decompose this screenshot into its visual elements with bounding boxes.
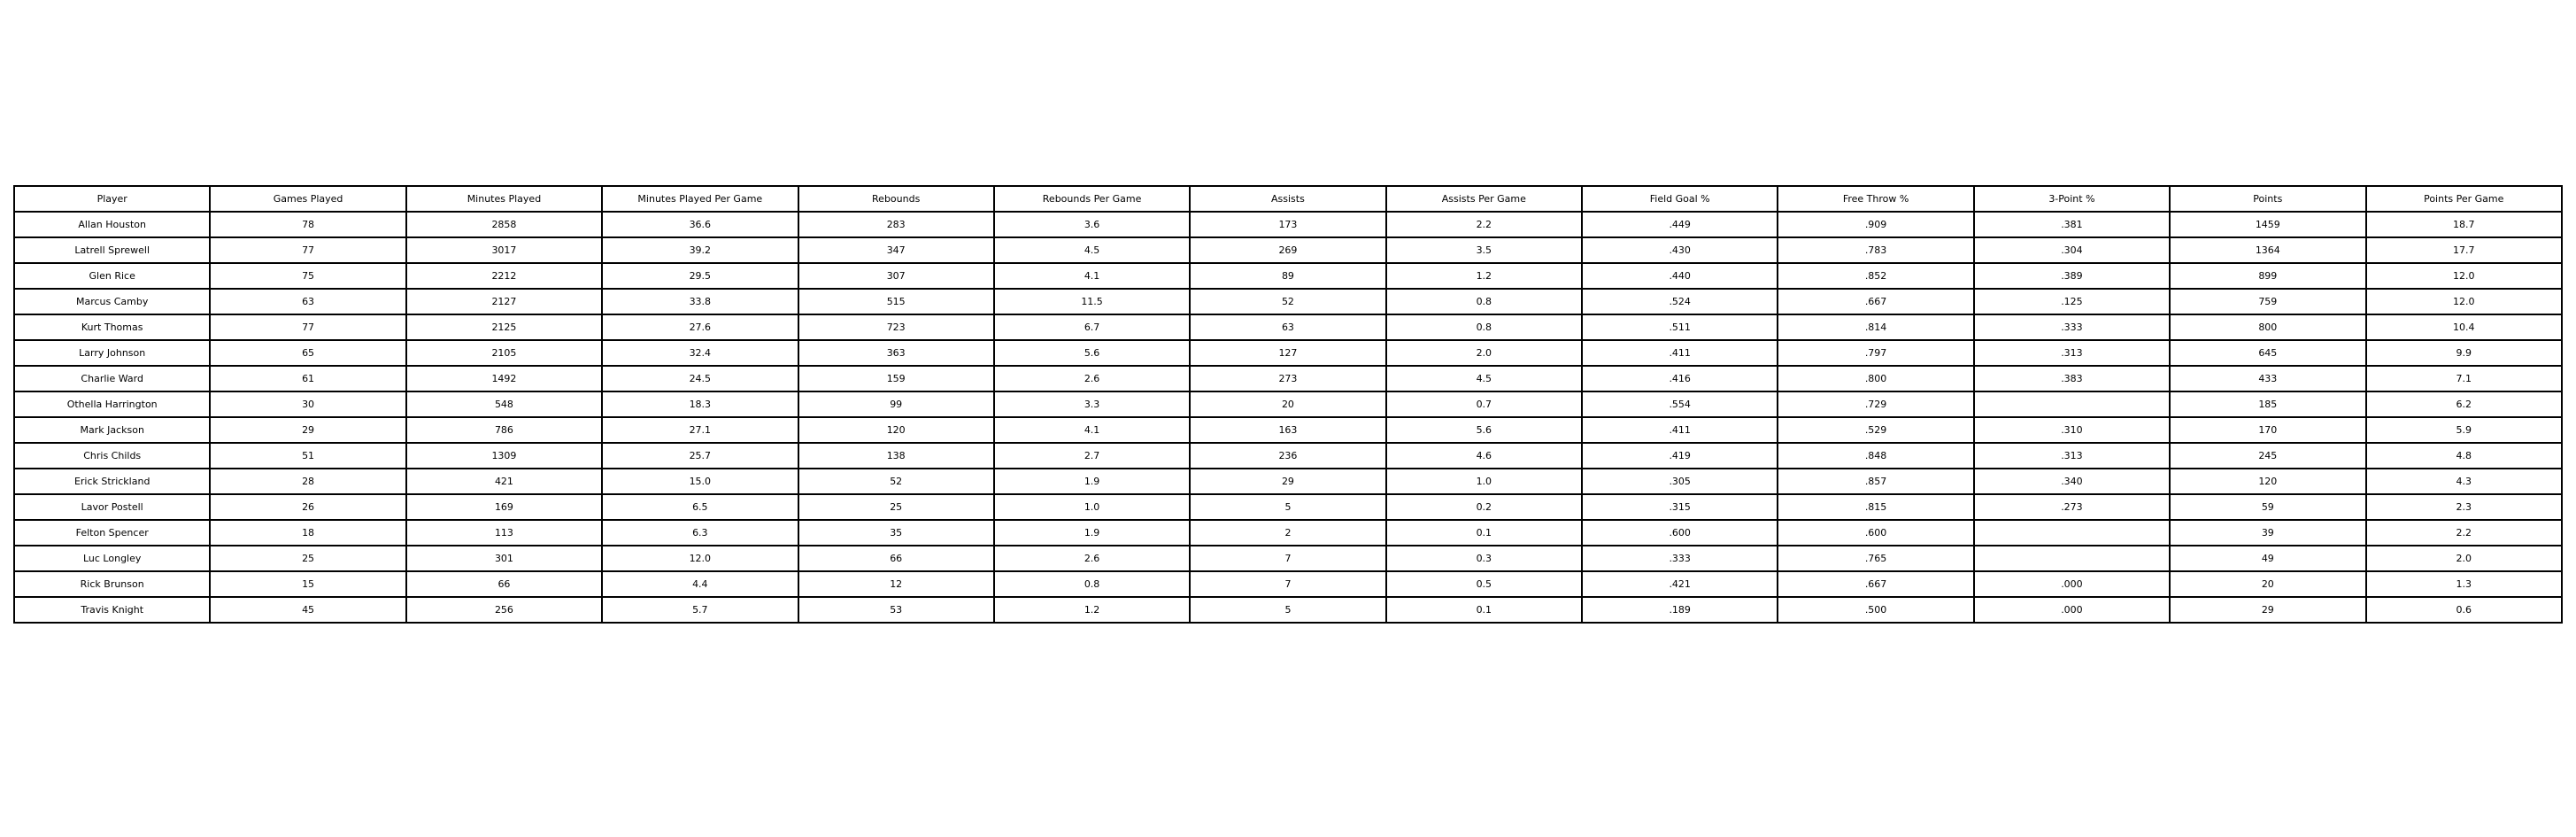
table-cell: .313 xyxy=(1974,340,2170,366)
column-header: Rebounds Per Game xyxy=(994,186,1190,212)
table-cell: .765 xyxy=(1778,546,1973,571)
table-cell: 0.3 xyxy=(1386,546,1582,571)
table-cell: 185 xyxy=(2170,391,2365,417)
table-cell: 6.2 xyxy=(2366,391,2563,417)
table-cell: 256 xyxy=(406,597,602,623)
table-cell: .381 xyxy=(1974,212,2170,237)
player-name-cell: Travis Knight xyxy=(14,597,210,623)
table-cell: 169 xyxy=(406,494,602,520)
table-cell: 2125 xyxy=(406,314,602,340)
table-cell: 1.3 xyxy=(2366,571,2563,597)
table-cell: 39 xyxy=(2170,520,2365,546)
table-row xyxy=(14,237,2562,263)
player-name-cell: Latrell Sprewell xyxy=(14,237,210,263)
table-cell: .783 xyxy=(1778,237,1973,263)
player-name-cell: Rick Brunson xyxy=(14,571,210,597)
table-cell: 5.6 xyxy=(1386,417,1582,443)
table-cell: 7.1 xyxy=(2366,366,2563,391)
column-header: Free Throw % xyxy=(1778,186,1973,212)
column-header: Points xyxy=(2170,186,2365,212)
table-cell: 15 xyxy=(210,571,405,597)
table-cell: 27.1 xyxy=(602,417,798,443)
table-cell: 421 xyxy=(406,469,602,494)
table-cell: 4.3 xyxy=(2366,469,2563,494)
table-cell: 5 xyxy=(1190,597,1385,623)
table-cell: 6.5 xyxy=(602,494,798,520)
table-cell: 17.7 xyxy=(2366,237,2563,263)
table-cell: .383 xyxy=(1974,366,2170,391)
table-cell: 548 xyxy=(406,391,602,417)
table-row xyxy=(14,212,2562,237)
table-cell: 2.6 xyxy=(994,366,1190,391)
table-cell: .815 xyxy=(1778,494,1973,520)
table-cell xyxy=(1974,546,2170,571)
table-cell: 24.5 xyxy=(602,366,798,391)
table-cell: 51 xyxy=(210,443,405,469)
table-cell: 2105 xyxy=(406,340,602,366)
column-header: Assists Per Game xyxy=(1386,186,1582,212)
table-cell: 18.7 xyxy=(2366,212,2563,237)
table-cell: 0.7 xyxy=(1386,391,1582,417)
table-cell: 273 xyxy=(1190,366,1385,391)
table-row xyxy=(14,546,2562,571)
player-name-cell: Lavor Postell xyxy=(14,494,210,520)
table-cell: .797 xyxy=(1778,340,1973,366)
table-cell: 32.4 xyxy=(602,340,798,366)
player-name-cell: Charlie Ward xyxy=(14,366,210,391)
table-cell: 723 xyxy=(798,314,994,340)
table-cell: .800 xyxy=(1778,366,1973,391)
table-body xyxy=(14,212,2562,623)
table-cell: 2.0 xyxy=(2366,546,2563,571)
table-cell: 363 xyxy=(798,340,994,366)
table-cell: 39.2 xyxy=(602,237,798,263)
table-cell: .000 xyxy=(1974,597,2170,623)
table-cell: 5.7 xyxy=(602,597,798,623)
table-cell: 99 xyxy=(798,391,994,417)
table-cell: 89 xyxy=(1190,263,1385,289)
table-cell: 25 xyxy=(798,494,994,520)
table-cell: 1.9 xyxy=(994,469,1190,494)
column-header: 3-Point % xyxy=(1974,186,2170,212)
table-cell: .909 xyxy=(1778,212,1973,237)
table-cell: 127 xyxy=(1190,340,1385,366)
table-cell: 27.6 xyxy=(602,314,798,340)
table-cell: 2.3 xyxy=(2366,494,2563,520)
table-row xyxy=(14,340,2562,366)
table-cell: .313 xyxy=(1974,443,2170,469)
player-name-cell: Erick Strickland xyxy=(14,469,210,494)
table-cell: .189 xyxy=(1582,597,1778,623)
table-cell: 7 xyxy=(1190,546,1385,571)
table-cell: 30 xyxy=(210,391,405,417)
table-row xyxy=(14,571,2562,597)
table-cell: .814 xyxy=(1778,314,1973,340)
table-row xyxy=(14,469,2562,494)
table-cell: 347 xyxy=(798,237,994,263)
table-cell: 0.8 xyxy=(1386,314,1582,340)
table-row xyxy=(14,314,2562,340)
table-cell: 3.3 xyxy=(994,391,1190,417)
table-cell: .340 xyxy=(1974,469,2170,494)
table-cell: .411 xyxy=(1582,417,1778,443)
table-cell: 2.7 xyxy=(994,443,1190,469)
table-cell: 2858 xyxy=(406,212,602,237)
column-header: Player xyxy=(14,186,210,212)
column-header: Points Per Game xyxy=(2366,186,2563,212)
table-cell: 4.5 xyxy=(994,237,1190,263)
stats-table xyxy=(13,185,2563,624)
table-cell: 2.0 xyxy=(1386,340,1582,366)
table-cell: 63 xyxy=(1190,314,1385,340)
table-cell: 269 xyxy=(1190,237,1385,263)
table-cell: 6.7 xyxy=(994,314,1190,340)
table-row xyxy=(14,417,2562,443)
table-cell: 283 xyxy=(798,212,994,237)
table-cell: .333 xyxy=(1582,546,1778,571)
table-cell: 163 xyxy=(1190,417,1385,443)
table-cell: .729 xyxy=(1778,391,1973,417)
table-cell: 4.8 xyxy=(2366,443,2563,469)
table-cell: 20 xyxy=(1190,391,1385,417)
table-cell: 786 xyxy=(406,417,602,443)
table-cell: .000 xyxy=(1974,571,2170,597)
table-cell: 35 xyxy=(798,520,994,546)
table-row xyxy=(14,520,2562,546)
table-cell xyxy=(1974,520,2170,546)
column-header: Minutes Played Per Game xyxy=(602,186,798,212)
player-name-cell: Larry Johnson xyxy=(14,340,210,366)
table-cell: 1492 xyxy=(406,366,602,391)
table-cell: 433 xyxy=(2170,366,2365,391)
table-cell: 78 xyxy=(210,212,405,237)
table-cell: 0.1 xyxy=(1386,520,1582,546)
table-cell: 2.2 xyxy=(2366,520,2563,546)
table-cell: 12.0 xyxy=(602,546,798,571)
table-cell: 29 xyxy=(1190,469,1385,494)
table-cell: 2.6 xyxy=(994,546,1190,571)
table-cell: .600 xyxy=(1582,520,1778,546)
table-cell: 4.5 xyxy=(1386,366,1582,391)
table-cell: .500 xyxy=(1778,597,1973,623)
table-cell: .667 xyxy=(1778,571,1973,597)
player-name-cell: Luc Longley xyxy=(14,546,210,571)
table-cell: 3.6 xyxy=(994,212,1190,237)
table-cell: 245 xyxy=(2170,443,2365,469)
table-cell: 29.5 xyxy=(602,263,798,289)
table-cell: 4.1 xyxy=(994,263,1190,289)
table-cell: 26 xyxy=(210,494,405,520)
table-cell: 113 xyxy=(406,520,602,546)
table-cell: .524 xyxy=(1582,289,1778,314)
table-cell: 49 xyxy=(2170,546,2365,571)
table-cell: 75 xyxy=(210,263,405,289)
table-cell: 45 xyxy=(210,597,405,623)
table-cell: 3.5 xyxy=(1386,237,1582,263)
table-cell: 1.2 xyxy=(1386,263,1582,289)
table-cell: 2 xyxy=(1190,520,1385,546)
table-cell: 7 xyxy=(1190,571,1385,597)
table-cell: 2212 xyxy=(406,263,602,289)
table-cell: 1.0 xyxy=(994,494,1190,520)
player-name-cell: Felton Spencer xyxy=(14,520,210,546)
table-cell: .852 xyxy=(1778,263,1973,289)
table-cell: .305 xyxy=(1582,469,1778,494)
table-cell: 307 xyxy=(798,263,994,289)
table-cell: 59 xyxy=(2170,494,2365,520)
player-name-cell: Kurt Thomas xyxy=(14,314,210,340)
table-cell xyxy=(1974,391,2170,417)
table-cell: .315 xyxy=(1582,494,1778,520)
table-cell: 1309 xyxy=(406,443,602,469)
player-name-cell: Othella Harrington xyxy=(14,391,210,417)
table-cell: 4.6 xyxy=(1386,443,1582,469)
table-cell: 5 xyxy=(1190,494,1385,520)
table-cell: 28 xyxy=(210,469,405,494)
table-cell: 12 xyxy=(798,571,994,597)
header-row xyxy=(14,186,2562,212)
table-cell: 173 xyxy=(1190,212,1385,237)
table-cell: 12.0 xyxy=(2366,289,2563,314)
table-cell: 66 xyxy=(798,546,994,571)
table-cell: 6.3 xyxy=(602,520,798,546)
table-cell: 25.7 xyxy=(602,443,798,469)
table-cell: 5.6 xyxy=(994,340,1190,366)
table-cell: 1.2 xyxy=(994,597,1190,623)
table-cell: 4.4 xyxy=(602,571,798,597)
table-cell: 515 xyxy=(798,289,994,314)
table-cell: 645 xyxy=(2170,340,2365,366)
player-name-cell: Chris Childs xyxy=(14,443,210,469)
table-cell: .440 xyxy=(1582,263,1778,289)
table-cell: 9.9 xyxy=(2366,340,2563,366)
table-row xyxy=(14,366,2562,391)
table-cell: 0.8 xyxy=(1386,289,1582,314)
table-cell: 33.8 xyxy=(602,289,798,314)
table-cell: 159 xyxy=(798,366,994,391)
table-cell: 0.5 xyxy=(1386,571,1582,597)
table-cell: 61 xyxy=(210,366,405,391)
table-cell: .333 xyxy=(1974,314,2170,340)
table-cell: .667 xyxy=(1778,289,1973,314)
table-cell: 301 xyxy=(406,546,602,571)
table-cell: .529 xyxy=(1778,417,1973,443)
table-cell: 15.0 xyxy=(602,469,798,494)
table-cell: 2127 xyxy=(406,289,602,314)
table-cell: 36.6 xyxy=(602,212,798,237)
table-cell: 1459 xyxy=(2170,212,2365,237)
table-row xyxy=(14,289,2562,314)
table-cell: 18.3 xyxy=(602,391,798,417)
player-name-cell: Glen Rice xyxy=(14,263,210,289)
table-cell: .419 xyxy=(1582,443,1778,469)
table-cell: 120 xyxy=(798,417,994,443)
column-header: Games Played xyxy=(210,186,405,212)
player-name-cell: Allan Houston xyxy=(14,212,210,237)
table-cell: 18 xyxy=(210,520,405,546)
column-header: Assists xyxy=(1190,186,1385,212)
table-row xyxy=(14,494,2562,520)
table-cell: 3017 xyxy=(406,237,602,263)
table-cell: 52 xyxy=(1190,289,1385,314)
table-cell: 52 xyxy=(798,469,994,494)
table-cell: 800 xyxy=(2170,314,2365,340)
player-name-cell: Mark Jackson xyxy=(14,417,210,443)
table-row xyxy=(14,443,2562,469)
table-cell: 236 xyxy=(1190,443,1385,469)
table-cell: 11.5 xyxy=(994,289,1190,314)
table-cell: .430 xyxy=(1582,237,1778,263)
table-cell: 12.0 xyxy=(2366,263,2563,289)
table-cell: .310 xyxy=(1974,417,2170,443)
table-cell: .857 xyxy=(1778,469,1973,494)
table-cell: 0.8 xyxy=(994,571,1190,597)
table-cell: 759 xyxy=(2170,289,2365,314)
table-cell: .304 xyxy=(1974,237,2170,263)
table-cell: 4.1 xyxy=(994,417,1190,443)
table-cell: 66 xyxy=(406,571,602,597)
table-cell: 1.0 xyxy=(1386,469,1582,494)
table-cell: .416 xyxy=(1582,366,1778,391)
table-cell: 170 xyxy=(2170,417,2365,443)
table-cell: 1364 xyxy=(2170,237,2365,263)
column-header: Rebounds xyxy=(798,186,994,212)
table-row xyxy=(14,263,2562,289)
table-cell: .511 xyxy=(1582,314,1778,340)
table-cell: 1.9 xyxy=(994,520,1190,546)
table-cell: 63 xyxy=(210,289,405,314)
table-cell: .600 xyxy=(1778,520,1973,546)
table-cell: .554 xyxy=(1582,391,1778,417)
table-cell: 2.2 xyxy=(1386,212,1582,237)
column-header: Field Goal % xyxy=(1582,186,1778,212)
table-cell: 5.9 xyxy=(2366,417,2563,443)
table-cell: 0.6 xyxy=(2366,597,2563,623)
table-cell: .389 xyxy=(1974,263,2170,289)
table-cell: 10.4 xyxy=(2366,314,2563,340)
table-cell: 29 xyxy=(210,417,405,443)
table-row xyxy=(14,597,2562,623)
player-name-cell: Marcus Camby xyxy=(14,289,210,314)
table-cell: 53 xyxy=(798,597,994,623)
table-cell: 77 xyxy=(210,314,405,340)
table-cell: .848 xyxy=(1778,443,1973,469)
table-cell: .411 xyxy=(1582,340,1778,366)
table-cell: 120 xyxy=(2170,469,2365,494)
table-cell: 65 xyxy=(210,340,405,366)
table-cell: 899 xyxy=(2170,263,2365,289)
table-cell: 25 xyxy=(210,546,405,571)
table-cell: 0.2 xyxy=(1386,494,1582,520)
table-cell: 20 xyxy=(2170,571,2365,597)
table-cell: 29 xyxy=(2170,597,2365,623)
table-cell: .273 xyxy=(1974,494,2170,520)
column-header: Minutes Played xyxy=(406,186,602,212)
table-cell: .421 xyxy=(1582,571,1778,597)
table-cell: 138 xyxy=(798,443,994,469)
table-row xyxy=(14,391,2562,417)
table-cell: 0.1 xyxy=(1386,597,1582,623)
table-cell: .125 xyxy=(1974,289,2170,314)
table-cell: .449 xyxy=(1582,212,1778,237)
table-cell: 77 xyxy=(210,237,405,263)
